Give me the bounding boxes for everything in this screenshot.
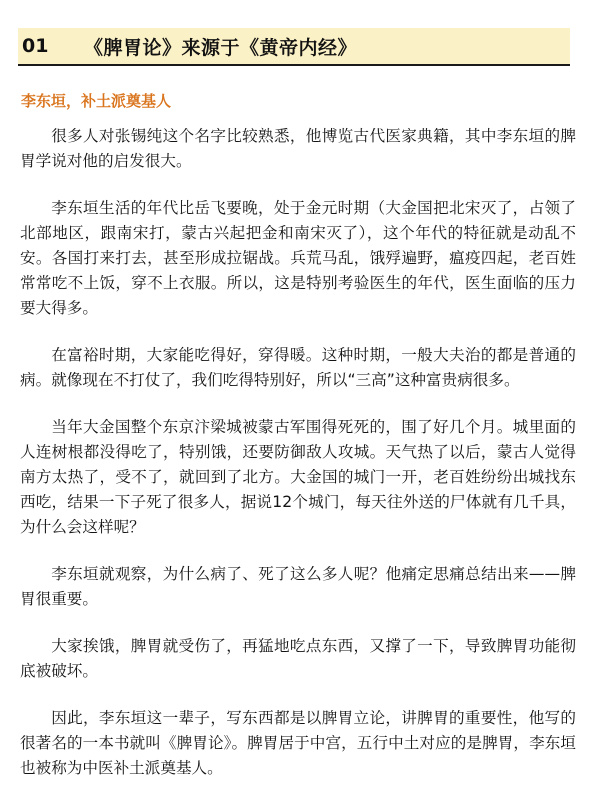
paragraph-1: 很多人对张锡纯这个名字比较熟悉，他博览古代医家典籍，其中李东垣的脾胃学说对他的启发很大。 (20, 127, 576, 170)
paragraph-7: 因此，李东垣这一辈子，写东西都是以脾胃立论，讲脾胃的重要性，他写的很著名的一本书就叫《脾胃论》。脾胃居于中宫，五行中土对应的是脾胃，李东垣也被称为中医补土派奠基人。 (20, 709, 576, 777)
paragraph-5: 李东垣就观察，为什么病了、死了这么多人呢？他痛定思痛总结出来——脾胃很重要。 (20, 565, 576, 608)
section-number: 01 (22, 35, 49, 57)
paragraph-3: 在富裕时期，大家能吃得好，穿得暖。这种时期，一般大夫治的都是普通的病。就像现在不打仗了，我们吃得特别好，所以“三高”这种富贵病很多。 (20, 346, 576, 389)
section-title: 《脾胃论》来源于《黄帝内经》 (84, 36, 358, 59)
article-body (20, 124, 576, 803)
section-subtitle: 李东垣，补土派奠基人 (21, 92, 172, 110)
section-title-bar (18, 28, 570, 66)
paragraph-6: 大家挨饿，脾胃就受伤了，再猛地吃点东西，又撑了一下，导致脾胃功能彻底被破坏。 (20, 637, 576, 680)
paragraph-2: 李东垣生活的年代比岳飞要晚，处于金元时期（大金国把北宋灭了，占领了北部地区，跟南宋打，蒙古兴起把金和南宋灭了），这个年代的特征就是动乱不安。各国打来打去，甚至形成拉锯战。兵荒马乱，饿殍遍野，瘟疫四起，老百姓常常吃不上饭，穿不上衣服。所以，这是特别考验医生的年代，医生面临的压力要大得多。 (20, 199, 576, 317)
paragraph-4: 当年大金国整个东京汴梁城被蒙古军围得死死的，围了好几个月。城里面的人连树根都没得吃了，特别饿，还要防御敌人攻城。天气热了以后，蒙古人觉得南方太热了，受不了，就回到了北方。大金国的城门一开，老百姓纷纷出城找东西吃，结果一下子死了很多人，据说12个城门，每天往外送的尸体就有几千具，为什么会这样呢？ (20, 418, 576, 536)
